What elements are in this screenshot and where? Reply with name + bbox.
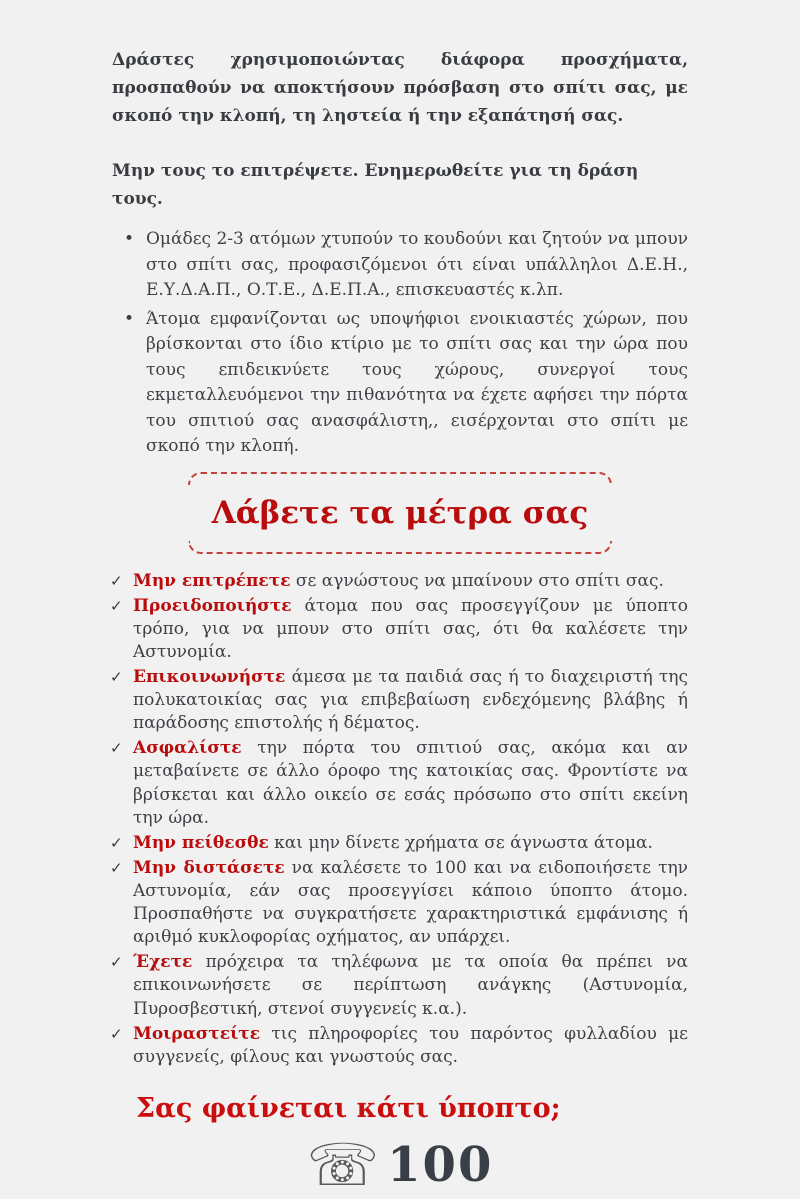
precaution-text: και μην δίνετε χρήματα σε άγνωστα άτομα.	[268, 832, 653, 853]
method-item-1	[124, 227, 688, 304]
incident-methods-list	[112, 227, 688, 460]
emergency-phone-row	[112, 1130, 688, 1199]
check-icon: ✓	[110, 858, 123, 877]
precaution-text: πρόχειρα τα τηλέφωνα με τα οποία θα πρέπει να επικοινωνήσετε σε περίπτωση ανάγκης (Αστυνομία, Πυροσβεστική, στενοί συγγενείς κ.α.).	[133, 952, 688, 1019]
precautions-list	[112, 570, 688, 1069]
precaution-item-3	[112, 666, 688, 735]
precaution-lead: Προειδοποιήστε	[133, 595, 292, 616]
precaution-text: να καλέσετε το 100 και να ειδοποιήσετε την Αστυνομία, εάν σας προσεγγίσει κάποιο ύποπτο άτομο. Προσπαθήστε να συγκρατήσετε χαρακτηριστικά εμφάνισης ή αριθμό κυκλοφορίας οχήματος, αν υπάρχει.	[133, 857, 688, 948]
precaution-item-5	[112, 832, 688, 855]
precaution-item-1	[112, 570, 688, 593]
method-item-2	[124, 307, 688, 460]
precaution-item-4	[112, 737, 688, 829]
bullet-icon: •	[124, 229, 135, 250]
precaution-lead: Ασφαλίστε	[133, 738, 242, 759]
precaution-text: την πόρτα του σπιτιού σας, ακόμα και αν μεταβαίνετε σε άλλο όροφο της κατοικίας σας. Φροντίστε να βρίσκεται και άλλο οικείο σε εσάς πρόσωπο στο σπίτι εκείνη την ώρα.	[133, 738, 688, 828]
take-measures-banner	[188, 472, 612, 554]
police-number: 100	[387, 1136, 494, 1193]
precaution-item-2	[112, 595, 688, 664]
precaution-lead: Έχετε	[133, 952, 193, 973]
precaution-lead: Μοιραστείτε	[133, 1023, 261, 1044]
method-item-text: Ομάδες 2-3 ατόμων χτυπούν το κουδούνι και ζητούν να μπουν στο σπίτι σας, προφασιζόμενοι ότι είναι υπάλληλοι Δ.Ε.Η., Ε.Υ.Δ.Α.Π., Ο.Τ.Ε., Δ.Ε.Π.Α., επισκευαστές κ.λπ.	[146, 229, 688, 301]
bullet-icon: •	[124, 308, 135, 329]
precaution-text: άμεσα με τα παιδιά σας ή το διαχειριστή της πολυκατοικίας σας για επιβεβαίωση ενδεχόμενης βλάβης ή παράδοσης επιστολής ή δέματος.	[133, 667, 688, 734]
intro-callout: Μην τους το επιτρέψετε. Ενημερωθείτε για τη δράση τους.	[112, 160, 639, 209]
precaution-item-7	[112, 951, 688, 1020]
check-icon: ✓	[110, 596, 123, 615]
check-icon: ✓	[110, 953, 123, 972]
precaution-item-6	[112, 857, 688, 949]
precaution-lead: Μην επιτρέπετε	[133, 570, 291, 591]
check-icon: ✓	[110, 1024, 123, 1043]
check-icon: ✓	[110, 739, 123, 758]
suspicious-question-heading: Σας φαίνεται κάτι ύποπτο;	[136, 1092, 561, 1124]
telephone-icon: ☏	[306, 1130, 380, 1199]
precaution-item-8	[112, 1023, 688, 1069]
intro-paragraph: Δράστες χρησιμοποιώντας διάφορα προσχήματα, προσπαθούν να αποκτήσουν πρόσβαση στο σπίτι σας, με σκοπό την κλοπή, τη ληστεία ή την εξαπάτησή σας.	[112, 50, 688, 127]
precaution-text: τις πληροφορίες του παρόντος φυλλαδίου με συγγενείς, φίλους και γνωστούς σας.	[133, 1023, 688, 1067]
precaution-lead: Επικοινωνήστε	[133, 667, 286, 688]
check-icon: ✓	[110, 833, 123, 852]
dashed-border-bottom	[188, 541, 612, 554]
check-icon: ✓	[110, 571, 123, 590]
precaution-text: άτομα που σας προσεγγίζουν με ύποπτο τρόπο, για να μπουν στο σπίτι σας, ότι θα καλέσετε την Αστυνομία.	[133, 595, 688, 662]
precaution-text: σε αγνώστους να μπαίνουν στο σπίτι σας.	[290, 570, 664, 591]
precaution-lead: Μην διστάσετε	[133, 857, 285, 878]
precaution-lead: Μην πείθεσθε	[133, 832, 269, 853]
method-item-text: Άτομα εμφανίζονται ως υποψήφιοι ενοικιαστές χώρων, που βρίσκονται στο ίδιο κτίριο με το σπίτι σας και την ώρα που τους επιδεικνύετε τους χώρους, συνεργοί τους εκμεταλλευόμενοι την πιθανότητα να έχετε αφήσει την πόρτα του σπιτιού σας ανασφάλιστη,, εισέρχονται στο σπίτι με σκοπό την κλοπή.	[146, 308, 688, 457]
dashed-border-top	[188, 472, 612, 485]
check-icon: ✓	[110, 668, 123, 687]
take-measures-title: Λάβετε τα μέτρα σας	[211, 494, 589, 531]
